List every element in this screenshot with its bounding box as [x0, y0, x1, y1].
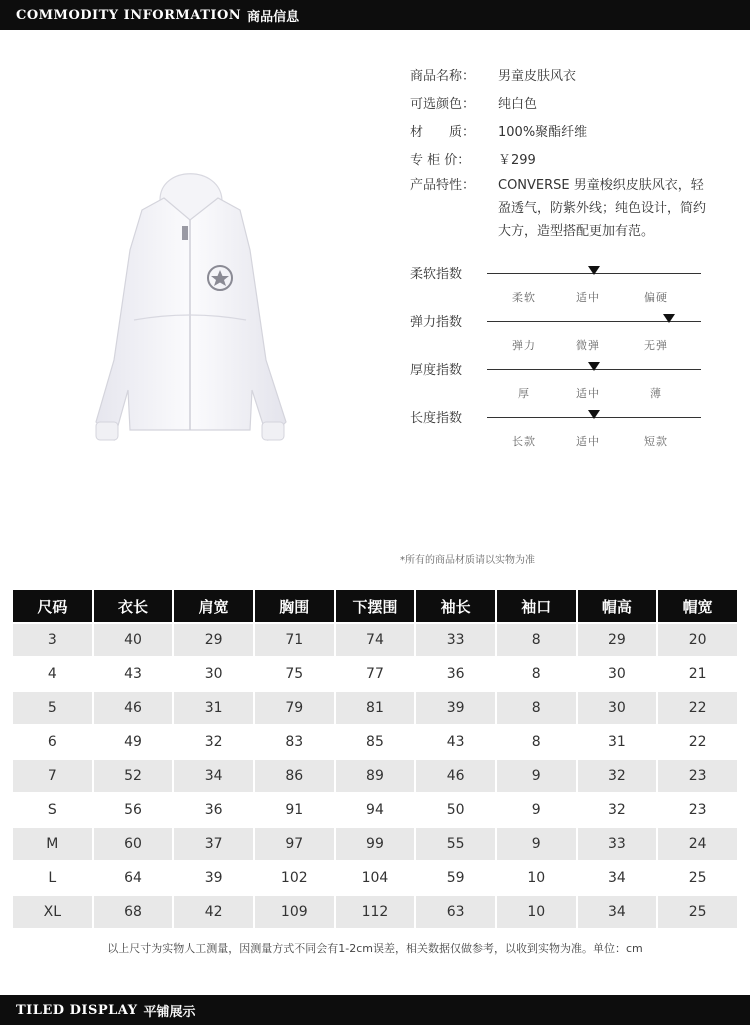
table-cell: 30: [174, 658, 253, 690]
table-cell: 75: [255, 658, 334, 690]
table-cell: 83: [255, 726, 334, 758]
scale-tick: 微弹: [576, 339, 600, 352]
table-cell: 29: [578, 624, 657, 656]
table-cell: 23: [658, 794, 737, 826]
section-header-tiled: [0, 995, 750, 1025]
table-cell: 77: [336, 658, 415, 690]
measurement-note: 以上尺寸为实物人工测量，因测量方式不同会有1-2cm误差，相关数据仅做参考，以收到实物为准。单位：cm: [107, 942, 643, 955]
table-row: [13, 794, 737, 826]
table-cell: 64: [94, 862, 173, 894]
table-cell: 71: [255, 624, 334, 656]
table-cell: 32: [578, 760, 657, 792]
info-label: 可选颜色：: [410, 96, 476, 112]
section-title-en: COMMODITY INFORMATION: [16, 7, 242, 23]
table-cell: 46: [94, 692, 173, 724]
table-cell: 34: [578, 896, 657, 928]
scale-tick: 适中: [576, 291, 600, 304]
table-cell: 39: [416, 692, 495, 724]
product-feature: [410, 174, 730, 243]
table-cell: 99: [336, 828, 415, 860]
product-info: [410, 60, 730, 172]
info-label: 商品名称：: [410, 68, 476, 84]
table-cell: 91: [255, 794, 334, 826]
table-cell: 24: [658, 828, 737, 860]
section-title-en: TILED DISPLAY: [16, 1002, 138, 1018]
table-row: [13, 658, 737, 690]
feature-value: CONVERSE 男童梭织皮肤风衣，轻盈透气，防紫外线；纯色设计，简约大方，造型搭配更加有范。: [498, 178, 707, 239]
section-title-zh: 平铺展示: [143, 1004, 196, 1020]
scale-tick: 长款: [512, 435, 536, 448]
column-header: 尺码: [13, 590, 92, 622]
table-cell: 25: [658, 896, 737, 928]
table-cell: 8: [497, 692, 576, 724]
table-cell: 74: [336, 624, 415, 656]
section-header: [0, 0, 750, 30]
scale-label: 厚度指数: [410, 363, 463, 378]
table-cell: 52: [94, 760, 173, 792]
table-cell: 109: [255, 896, 334, 928]
table-cell: 112: [336, 896, 415, 928]
scale-tick: 偏硬: [644, 291, 668, 304]
table-cell: 9: [497, 794, 576, 826]
table-cell: 5: [13, 692, 92, 724]
table-cell: M: [13, 828, 92, 860]
table-cell: 21: [658, 658, 737, 690]
scale-label: 弹力指数: [410, 315, 463, 330]
table-cell: 36: [416, 658, 495, 690]
table-row: [13, 624, 737, 656]
scale-tick: 适中: [576, 435, 600, 448]
table-cell: 43: [94, 658, 173, 690]
table-cell: 86: [255, 760, 334, 792]
table-row: [13, 726, 737, 758]
feature-label: 产品特性：: [410, 178, 476, 193]
column-header: 帽宽: [658, 590, 737, 622]
table-cell: 50: [416, 794, 495, 826]
table-cell: 40: [94, 624, 173, 656]
table-cell: 34: [174, 760, 253, 792]
table-cell: 32: [174, 726, 253, 758]
table-row: [13, 896, 737, 928]
scale-marker-icon: [588, 362, 600, 371]
table-cell: 68: [94, 896, 173, 928]
scale-thickness: [410, 359, 710, 407]
table-header-row: [13, 590, 737, 622]
table-cell: 79: [255, 692, 334, 724]
info-value: 100%聚酯纤维: [498, 124, 588, 140]
table-cell: 31: [174, 692, 253, 724]
table-cell: 30: [578, 692, 657, 724]
table-cell: 8: [497, 726, 576, 758]
table-cell: L: [13, 862, 92, 894]
table-cell: 42: [174, 896, 253, 928]
info-row-name: [410, 60, 730, 88]
table-cell: 49: [94, 726, 173, 758]
table-cell: XL: [13, 896, 92, 928]
info-label: 材 质：: [410, 124, 476, 140]
column-header: 袖长: [416, 590, 495, 622]
table-cell: 7: [13, 760, 92, 792]
table-cell: 8: [497, 624, 576, 656]
scale-tick: 适中: [576, 387, 600, 400]
table-cell: 89: [336, 760, 415, 792]
info-value: ￥299: [498, 152, 536, 168]
column-header: 下摆围: [336, 590, 415, 622]
info-value: 男童皮肤风衣: [498, 68, 577, 84]
scale-length: [410, 407, 710, 455]
scale-marker-icon: [588, 266, 600, 275]
scale-marker-icon: [588, 410, 600, 419]
table-cell: 10: [497, 896, 576, 928]
table-cell: S: [13, 794, 92, 826]
scale-label: 长度指数: [410, 411, 463, 426]
table-cell: 34: [578, 862, 657, 894]
table-cell: 10: [497, 862, 576, 894]
table-cell: 23: [658, 760, 737, 792]
info-row-material: [410, 116, 730, 144]
size-table: [11, 588, 739, 930]
scale-tick: 弹力: [512, 339, 536, 352]
table-cell: 30: [578, 658, 657, 690]
table-row: [13, 828, 737, 860]
table-cell: 85: [336, 726, 415, 758]
table-cell: 104: [336, 862, 415, 894]
info-row-color: [410, 88, 730, 116]
section-title-zh: 商品信息: [247, 9, 300, 25]
table-cell: 59: [416, 862, 495, 894]
table-cell: 29: [174, 624, 253, 656]
table-cell: 3: [13, 624, 92, 656]
column-header: 袖口: [497, 590, 576, 622]
scale-elasticity: [410, 311, 710, 359]
table-cell: 33: [578, 828, 657, 860]
info-label: 专 柜 价：: [410, 152, 471, 168]
table-cell: 46: [416, 760, 495, 792]
table-row: [13, 692, 737, 724]
scale-tick: 短款: [644, 435, 668, 448]
table-cell: 97: [255, 828, 334, 860]
scale-tick: 薄: [650, 387, 662, 400]
table-cell: 25: [658, 862, 737, 894]
table-cell: 33: [416, 624, 495, 656]
scale-tick: 无弹: [644, 339, 668, 352]
scale-tick: 厚: [518, 387, 530, 400]
info-row-price: [410, 144, 730, 172]
table-cell: 60: [94, 828, 173, 860]
info-value: 纯白色: [498, 96, 538, 112]
jacket-image: [90, 160, 290, 450]
table-cell: 55: [416, 828, 495, 860]
scale-tick: 柔软: [512, 291, 536, 304]
column-header: 帽高: [578, 590, 657, 622]
table-cell: 39: [174, 862, 253, 894]
table-cell: 43: [416, 726, 495, 758]
table-cell: 32: [578, 794, 657, 826]
table-cell: 36: [174, 794, 253, 826]
column-header: 肩宽: [174, 590, 253, 622]
table-body: [13, 624, 737, 928]
table-cell: 102: [255, 862, 334, 894]
material-note: *所有的商品材质请以实物为准: [400, 555, 535, 566]
table-cell: 9: [497, 760, 576, 792]
table-cell: 94: [336, 794, 415, 826]
scale-marker-icon: [663, 314, 675, 323]
table-row: [13, 760, 737, 792]
scale-softness: [410, 263, 710, 311]
table-row: [13, 862, 737, 894]
column-header: 胸围: [255, 590, 334, 622]
table-cell: 20: [658, 624, 737, 656]
column-header: 衣长: [94, 590, 173, 622]
table-cell: 81: [336, 692, 415, 724]
scale-label: 柔软指数: [410, 267, 463, 282]
table-cell: 22: [658, 726, 737, 758]
table-cell: 6: [13, 726, 92, 758]
table-cell: 63: [416, 896, 495, 928]
table-cell: 8: [497, 658, 576, 690]
table-cell: 56: [94, 794, 173, 826]
table-cell: 37: [174, 828, 253, 860]
table-cell: 4: [13, 658, 92, 690]
table-cell: 22: [658, 692, 737, 724]
table-cell: 31: [578, 726, 657, 758]
table-cell: 9: [497, 828, 576, 860]
